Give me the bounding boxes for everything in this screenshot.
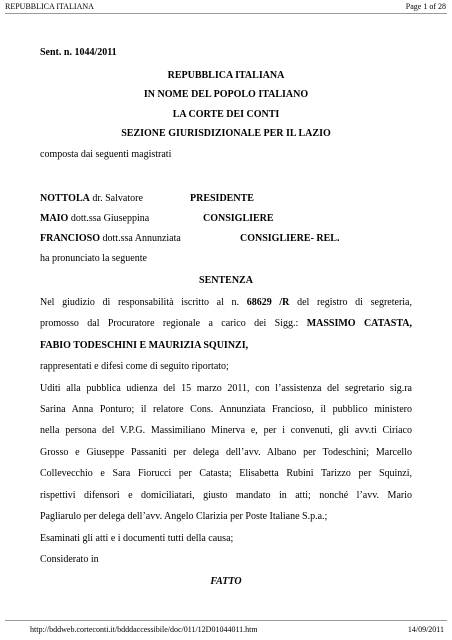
title-corte: LA CORTE DEI CONTI — [172, 109, 280, 120]
paragraph-line: Collevecchio e Sara Fiorucci per Catasta; Elisabetta Rubini Tarizzo per Squinzi, — [40, 468, 412, 479]
page-header-title: REPUBBLICA ITALIANA — [5, 2, 94, 11]
esaminati-line: Esaminati gli atti e i documenti tutti della causa; — [40, 533, 234, 544]
page-number: Page 1 of 28 — [405, 2, 446, 11]
judge-row: FRANCIOSO dott.ssa Annunziata CONSIGLIERE- REL. — [40, 233, 340, 244]
considerato-line: Considerato in — [40, 554, 99, 565]
title-popolo: IN NOME DEL POPOLO ITALIANO — [143, 89, 309, 100]
judge-row: MAIO dott.ssa Giuseppina CONSIGLIERE — [40, 213, 274, 224]
paragraph-line: Pagliarulo per delega dell’avv. Angelo Clarizia per Poste Italiane S.p.a.; — [40, 511, 328, 522]
paragraph-line: Nel giudizio di responsabilità iscritto al n. 68629 /R del registro di segreteria, — [40, 297, 412, 308]
pronunciato-line: ha pronunciato la seguente — [40, 253, 147, 264]
paragraph-line: nella persona del V.P.G. Massimiliano Minerva e, per i convenuti, gli avv.ti Ciriaco — [40, 425, 412, 436]
paragraph-line: FABIO TODESCHINI E MAURIZIA SQUINZI, — [40, 340, 249, 351]
source-url-link[interactable]: http://bddweb.corteconti.it/bdddaccessibile/doc/011/12D01044011.htm — [30, 625, 258, 634]
header-divider — [5, 13, 447, 14]
sentence-number: Sent. n. 1044/2011 — [40, 47, 117, 58]
paragraph-line: Sarina Anna Ponturo; il relatore Cons. Annunziata Francioso, il pubblico ministero — [40, 404, 412, 415]
paragraph-line: Grosso e Giuseppe Passaniti per delega dell’avv. Albano per Todeschini; Marcello — [40, 447, 412, 458]
paragraph-line: rispettivi difensori e domiciliatari, giusto mandato in atti; nonché l’avv. Mario — [40, 490, 412, 501]
print-date: 14/09/2011 — [407, 625, 444, 634]
title-repubblica: REPUBBLICA ITALIANA — [167, 70, 285, 81]
paragraph-line: Uditi alla pubblica udienza del 15 marzo 2011, con l’assistenza del segretario sig.ra — [40, 383, 412, 394]
title-sezione: SEZIONE GIURISDIZIONALE PER IL LAZIO — [121, 128, 331, 139]
composta-line: composta dai seguenti magistrati — [40, 149, 172, 160]
paragraph-line: rappresentati e difesi come di seguito riportato; — [40, 361, 229, 372]
footer-divider — [5, 620, 447, 621]
sentenza-heading: SENTENZA — [199, 275, 253, 286]
fatto-heading: FATTO — [210, 576, 242, 587]
paragraph-line: promosso dal Procuratore regionale a carico dei Sigg.: MASSIMO CATASTA, — [40, 318, 413, 329]
judge-row: NOTTOLA dr. Salvatore PRESIDENTE — [40, 193, 254, 204]
